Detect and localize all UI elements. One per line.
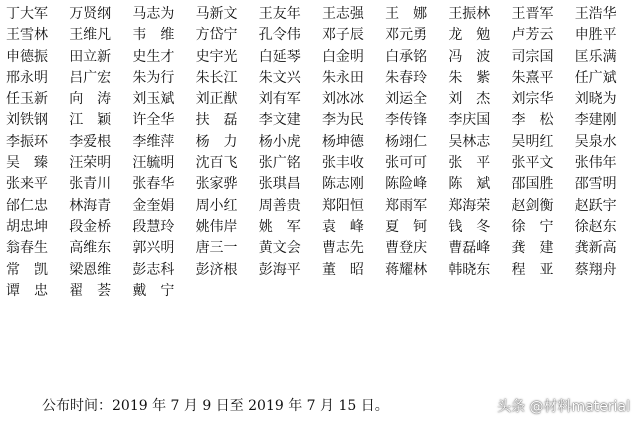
name-entry: 唐三一 [195,240,238,257]
name-entry: 白承铭 [385,48,428,65]
name-entry: 梁恩维 [69,261,112,278]
name-entry: 曹志先 [321,240,364,257]
name-entry: 汪毓明 [132,155,175,172]
name-entry: 王 娜 [385,6,428,22]
name-entry: 李传锋 [385,112,428,129]
name-entry: 龚 建 [511,240,554,257]
name-entry: 张 平 [448,155,491,172]
name-entry: 张可可 [385,155,428,172]
name-entry: 张广铭 [258,155,301,172]
name-entry: 邵雪明 [574,176,617,193]
name-entry: 程 亚 [511,261,554,278]
name-entry: 朱 紫 [448,69,491,86]
name-entry: 郑雨军 [385,197,428,214]
name-entry: 向 涛 [69,91,112,108]
name-entry: 王友年 [258,6,301,22]
name-entry: 韩晓东 [448,261,491,278]
name-entry: 夏 钶 [385,218,428,235]
name-entry: 杨翊仁 [385,133,428,150]
name-entry: 张青川 [69,176,112,193]
name-entry: 姚 军 [258,218,301,235]
name-entry: 龙 勉 [448,27,491,44]
name-entry: 李维萍 [132,133,175,150]
name-entry: 白延琴 [258,48,301,65]
name-entry: 彭济根 [195,261,238,278]
name-entry: 李建刚 [574,112,617,129]
name-entry: 方岱宁 [195,27,238,44]
name-entry: 史宇光 [195,48,238,65]
name-entry: 张伟年 [574,155,617,172]
name-entry: 白金明 [321,48,364,65]
name-entry: 韦 维 [132,27,175,44]
name-entry: 马志为 [132,6,175,22]
name-entry: 申德振 [6,48,48,65]
name-entry: 丁大军 [6,6,48,22]
name-entry: 万贤纲 [69,6,112,22]
name-entry: 龚新高 [574,240,617,257]
name-entry: 李文建 [258,112,301,129]
name-entry: 蒋耀林 [385,261,428,278]
name-entry: 张来平 [6,176,48,193]
name-entry: 邓子辰 [321,27,364,44]
name-entry: 王晋军 [511,6,554,22]
name-entry: 刘运全 [385,91,428,108]
name-entry: 王振林 [448,6,491,22]
publish-time-text: 公布时间：2019 年 7 月 9 日至 2019 年 7 月 15 日。 [42,398,389,414]
name-entry: 杨 力 [195,133,238,150]
name-entry: 李振环 [6,133,48,150]
name-entry: 吴泉水 [574,133,617,150]
name-entry: 吕广宏 [69,69,112,86]
name-entry: 戴 宁 [132,282,175,299]
name-entry: 金奎娟 [132,197,175,214]
name-entry: 刘晓为 [574,91,617,108]
name-entry: 徐 宁 [511,218,554,235]
name-entry: 张丰收 [321,155,364,172]
name-entry: 朱春玲 [385,69,428,86]
name-entry: 林海青 [69,197,112,214]
name-entry: 张春华 [132,176,175,193]
name-entry: 卢芳云 [511,27,554,44]
name-entry: 王志强 [321,6,364,22]
name-entry: 谭 忠 [6,282,48,299]
name-entry: 刘正猷 [195,91,238,108]
name-entry: 彭志科 [132,261,175,278]
name-entry: 邵国胜 [511,176,554,193]
name-entry: 彭海平 [258,261,301,278]
name-entry: 张琪昌 [258,176,301,193]
names-list [4,4,636,302]
name-entry: 翁春生 [6,240,48,257]
name-entry: 董 昭 [321,261,364,278]
name-entry: 翟 荟 [69,282,112,299]
name-entry: 杨坤德 [321,133,364,150]
name-entry: 扶 磊 [195,112,238,129]
name-entry: 孔令伟 [258,27,301,44]
name-entry: 王雪林 [6,27,48,44]
name-entry: 沈百飞 [195,155,238,172]
name-entry: 许全华 [132,112,175,129]
name-entry: 邢永明 [6,69,48,86]
name-entry: 朱熹平 [511,69,554,86]
name-entry: 刘有军 [258,91,301,108]
name-entry: 吴 臻 [6,155,48,172]
name-entry: 徐赵东 [574,218,617,235]
name-entry: 吴明红 [511,133,554,150]
name-entry: 邰仁忠 [6,197,48,214]
name-entry: 王浩华 [574,6,617,22]
name-entry: 蔡翔舟 [574,261,617,278]
name-entry: 司宗国 [511,48,554,65]
name-entry: 郭兴明 [132,240,175,257]
name-entry: 冯 波 [448,48,491,65]
name-entry: 王维凡 [69,27,112,44]
name-entry: 郑海荣 [448,197,491,214]
name-entry: 史生才 [132,48,175,65]
name-entry: 马新文 [195,6,238,22]
name-entry: 周善贵 [258,197,301,214]
name-entry: 段慧玲 [132,218,175,235]
name-entry: 吴林志 [448,133,491,150]
name-entry: 匡乐满 [574,48,617,65]
name-entry: 刘冰冰 [321,91,364,108]
name-entry: 段金桥 [69,218,112,235]
name-entry: 李庆国 [448,112,491,129]
name-entry: 朱文兴 [258,69,301,86]
name-entry: 高维东 [69,240,112,257]
name-entry: 刘玉斌 [132,91,175,108]
name-entry: 钱 冬 [448,218,491,235]
name-entry: 刘宗华 [511,91,554,108]
watermark-text: 头条 @材料material [497,399,630,415]
name-entry: 朱永田 [321,69,364,86]
name-entry: 李 松 [511,112,554,129]
name-entry: 陈 斌 [448,176,491,193]
name-entry: 曹登庆 [385,240,428,257]
name-entry: 邓元勇 [385,27,428,44]
name-entry: 赵剑衡 [511,197,554,214]
name-entry: 胡忠坤 [6,218,48,235]
name-entry: 刘 杰 [448,91,491,108]
name-entry: 江 颖 [69,112,112,129]
name-entry: 任广斌 [574,69,617,86]
name-entry: 任玉新 [6,91,48,108]
name-entry: 李为民 [321,112,364,129]
name-entry: 汪荣明 [69,155,112,172]
name-entry: 朱为行 [132,69,175,86]
name-entry: 曹磊峰 [448,240,491,257]
name-entry: 赵跃宇 [574,197,617,214]
name-entry: 张平文 [511,155,554,172]
name-entry: 姚伟岸 [195,218,238,235]
name-entry: 申胜平 [574,27,617,44]
name-entry: 朱长江 [195,69,238,86]
name-entry: 袁 峰 [321,218,364,235]
name-entry: 周小红 [195,197,238,214]
name-entry: 刘铁钢 [6,112,48,129]
name-entry: 田立新 [69,48,112,65]
name-entry: 李爱根 [69,133,112,150]
name-entry: 张家骅 [195,176,238,193]
name-entry: 郑阳恒 [321,197,364,214]
name-entry: 陈险峰 [385,176,428,193]
name-entry: 常 凯 [6,261,48,278]
name-entry: 陈志刚 [321,176,364,193]
name-entry: 杨小虎 [258,133,301,150]
name-entry: 黄文会 [258,240,301,257]
